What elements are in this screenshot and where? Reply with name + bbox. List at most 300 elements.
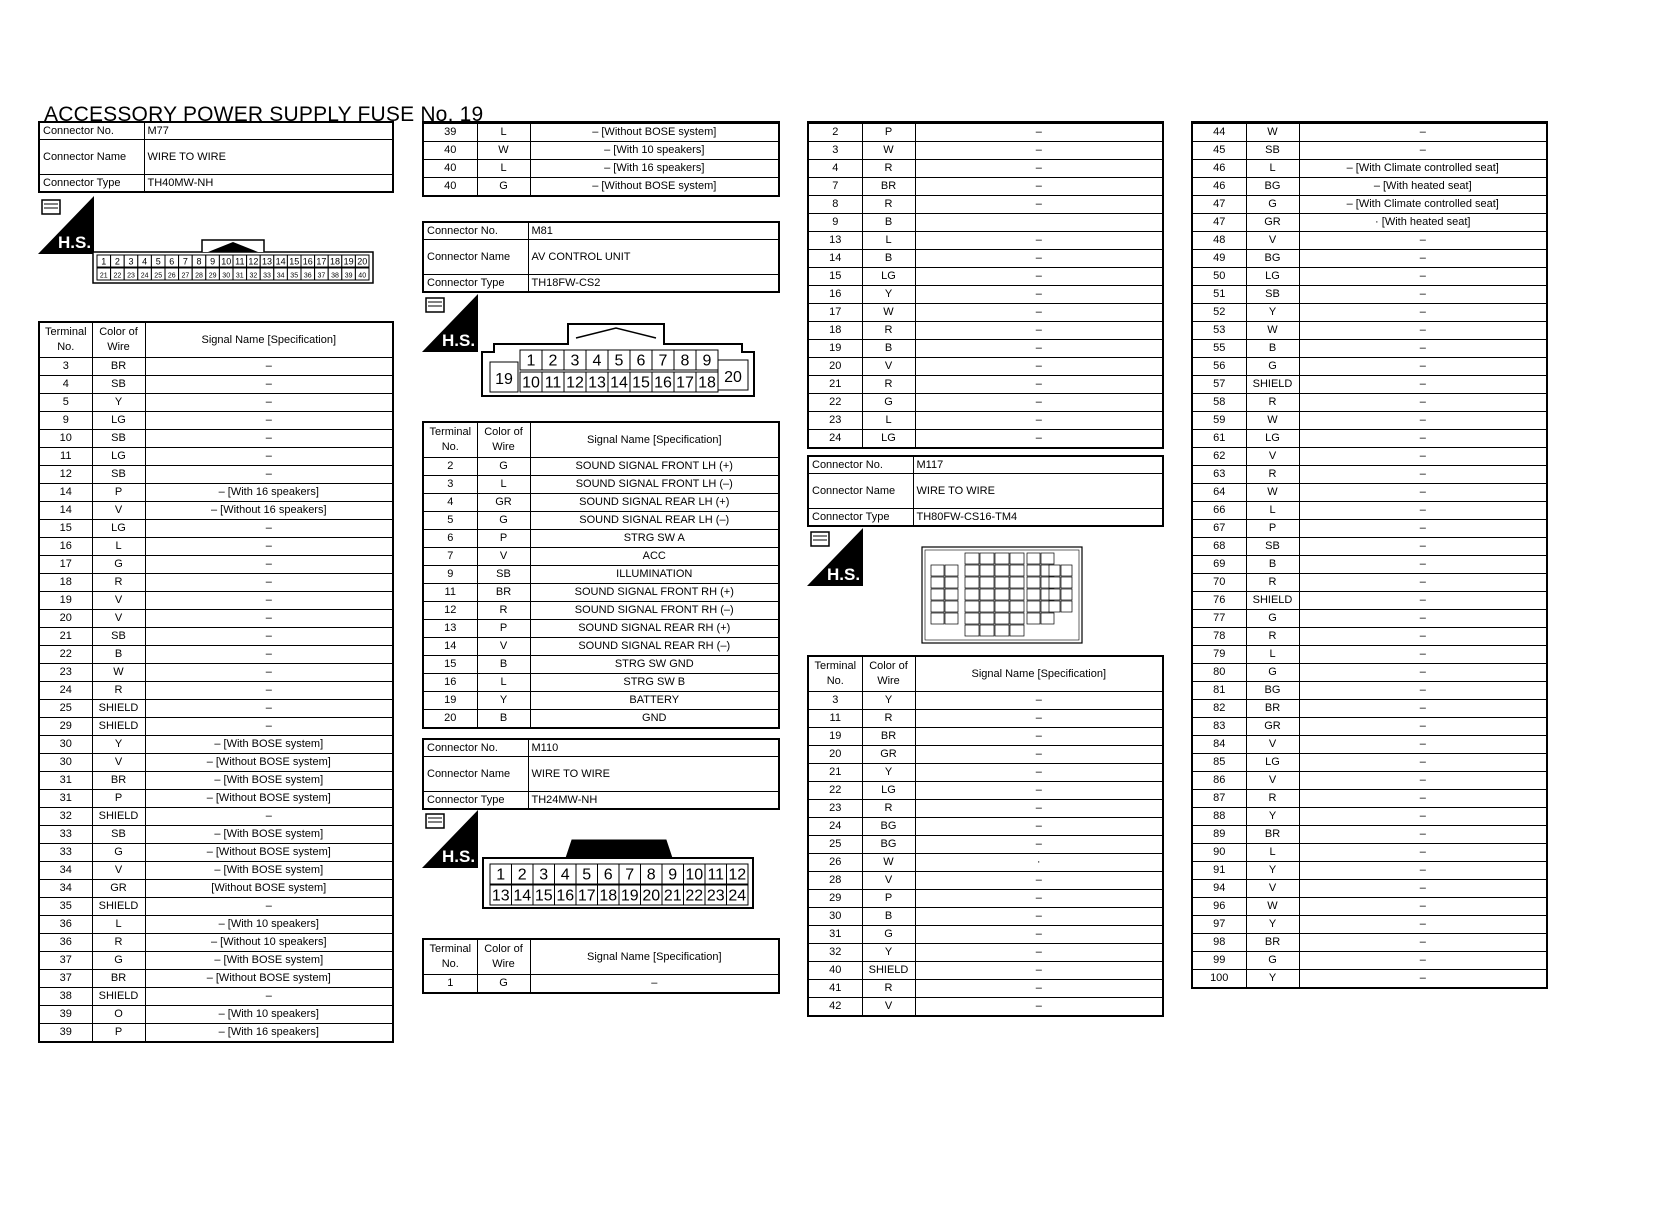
terminal-no-cell: 12 xyxy=(40,466,92,484)
wire-color-cell: V xyxy=(1246,448,1299,466)
terminal-no-cell: 94 xyxy=(1193,880,1246,898)
pin-number: 39 xyxy=(344,272,353,280)
wire-color-cell: G xyxy=(1246,610,1299,628)
table-row xyxy=(809,286,1162,304)
wire-color-cell: O xyxy=(92,1006,145,1024)
table-row xyxy=(809,926,1162,944)
terminal-no-header: Terminal No. xyxy=(424,940,477,975)
terminal-no-cell: 83 xyxy=(1193,718,1246,736)
wire-color-cell: R xyxy=(92,934,145,952)
terminal-no-cell: 29 xyxy=(40,718,92,736)
terminal-no-cell: 4 xyxy=(424,494,477,512)
connector-pin xyxy=(995,625,1009,636)
table-row xyxy=(40,808,392,826)
pin-number: 7 xyxy=(625,866,635,884)
table-row xyxy=(1193,430,1546,448)
terminal-no-cell: 69 xyxy=(1193,556,1246,574)
pin-number: 19 xyxy=(343,256,354,267)
terminal-no-cell: 40 xyxy=(809,962,862,980)
table-row xyxy=(809,160,1162,178)
table-row xyxy=(424,602,778,620)
terminal-no-cell: 61 xyxy=(1193,430,1246,448)
pin-number: 12 xyxy=(248,256,259,267)
connector-pin xyxy=(1027,613,1040,624)
pin-number: 21 xyxy=(663,887,682,905)
terminal-no-cell: 77 xyxy=(1193,610,1246,628)
connector-pin xyxy=(1010,625,1024,636)
table-row xyxy=(40,1024,392,1042)
table-row xyxy=(40,610,392,628)
pin-number: 1 xyxy=(526,352,536,370)
terminal-no-cell: 46 xyxy=(1193,160,1246,178)
wire-color-cell: BR xyxy=(1246,700,1299,718)
table-row xyxy=(1193,214,1546,232)
signal-name-cell: SOUND SIGNAL FRONT RH (–) xyxy=(530,602,778,620)
connector-name-label: Connector Name xyxy=(40,140,144,175)
signal-name-cell: – xyxy=(1299,538,1546,556)
pin-number: 27 xyxy=(181,272,190,280)
wire-color-cell: G xyxy=(862,394,915,412)
signal-name-cell: – xyxy=(145,718,392,736)
terminal-no-cell: 76 xyxy=(1193,592,1246,610)
table-row xyxy=(1193,592,1546,610)
wire-color-cell: SB xyxy=(92,628,145,646)
table-row xyxy=(40,376,392,394)
wire-color-cell: SB xyxy=(1246,538,1299,556)
terminal-no-cell: 6 xyxy=(424,530,477,548)
table-row xyxy=(1193,466,1546,484)
signal-name-cell: – xyxy=(1299,664,1546,682)
pin-number: 40 xyxy=(358,272,367,280)
signal-name-cell: – [Without BOSE system] xyxy=(145,970,392,988)
signal-name-cell: – xyxy=(1299,682,1546,700)
pin-number: 36 xyxy=(303,272,312,280)
terminal-no-cell: 97 xyxy=(1193,916,1246,934)
table-row xyxy=(1193,304,1546,322)
m77-info-table xyxy=(38,121,394,193)
signal-name-cell: – xyxy=(915,268,1162,286)
signal-name-cell: – xyxy=(915,250,1162,268)
wire-color-cell: V xyxy=(1246,736,1299,754)
connector-pin xyxy=(980,565,994,576)
table-row xyxy=(809,376,1162,394)
terminal-no-cell: 20 xyxy=(424,710,477,728)
wire-color-cell: R xyxy=(862,980,915,998)
wire-color-cell: SB xyxy=(92,376,145,394)
harness-side-icon xyxy=(807,528,863,586)
terminal-no-cell: 36 xyxy=(40,916,92,934)
pin-number: 4 xyxy=(142,256,148,267)
signal-name-cell: – xyxy=(1299,142,1546,160)
signal-name-cell: ACC xyxy=(530,548,778,566)
terminal-no-cell: 22 xyxy=(809,394,862,412)
signal-name-cell: – xyxy=(915,908,1162,926)
signal-name-cell: – xyxy=(1299,232,1546,250)
wire-color-cell: V xyxy=(1246,232,1299,250)
pin-number: 15 xyxy=(632,374,650,392)
m77-terminal-table xyxy=(38,321,394,1043)
table-row xyxy=(1193,160,1546,178)
terminal-no-cell: 52 xyxy=(1193,304,1246,322)
signal-name-cell: – xyxy=(145,610,392,628)
table-row xyxy=(809,250,1162,268)
table-row xyxy=(1193,844,1546,862)
signal-name-cell: – xyxy=(1299,268,1546,286)
signal-name-cell: – xyxy=(1299,700,1546,718)
terminal-no-cell: 90 xyxy=(1193,844,1246,862)
connector-pin xyxy=(980,613,994,624)
connector-pin xyxy=(1061,589,1072,600)
pin-number: 1 xyxy=(496,866,506,884)
connector-pin xyxy=(965,625,979,636)
table-row xyxy=(809,836,1162,854)
terminal-no-cell: 91 xyxy=(1193,862,1246,880)
connector-no-value: M117 xyxy=(913,457,1162,474)
connector-pin xyxy=(1041,553,1054,564)
connector-pin xyxy=(931,565,944,576)
table-row xyxy=(424,142,778,160)
table-row xyxy=(809,196,1162,214)
table-row xyxy=(40,520,392,538)
connector-name-value: WIRE TO WIRE xyxy=(144,140,392,175)
terminal-no-cell: 89 xyxy=(1193,826,1246,844)
table-row xyxy=(809,430,1162,448)
table-row xyxy=(1193,340,1546,358)
table-row xyxy=(1193,646,1546,664)
color-of-wire-header: Color of Wire xyxy=(477,940,530,975)
wire-color-cell: GR xyxy=(1246,718,1299,736)
wire-color-cell: BG xyxy=(862,818,915,836)
terminal-no-cell: 51 xyxy=(1193,286,1246,304)
table-row xyxy=(809,980,1162,998)
pin-number: 18 xyxy=(599,887,618,905)
wire-color-cell: L xyxy=(1246,160,1299,178)
wire-color-cell: Y xyxy=(862,286,915,304)
wire-color-cell: B xyxy=(862,214,915,232)
table-row xyxy=(424,692,778,710)
connector-pin xyxy=(1027,553,1040,564)
pin-number: 12 xyxy=(728,866,747,884)
table-row xyxy=(809,782,1162,800)
signal-name-cell: – xyxy=(1299,844,1546,862)
table-row xyxy=(424,674,778,692)
wire-color-cell: W xyxy=(477,142,530,160)
terminal-no-cell: 37 xyxy=(40,970,92,988)
connector-pin xyxy=(1027,577,1040,588)
terminal-no-cell: 1 xyxy=(424,975,477,993)
wire-color-cell: B xyxy=(92,646,145,664)
wire-color-cell: G xyxy=(477,975,530,993)
table-row xyxy=(424,476,778,494)
m81-terminal-table xyxy=(422,421,780,729)
pin-number: 1 xyxy=(101,256,107,267)
terminal-no-cell: 39 xyxy=(40,1006,92,1024)
wire-color-cell: W xyxy=(1246,484,1299,502)
signal-name-cell: SOUND SIGNAL FRONT LH (–) xyxy=(530,476,778,494)
terminal-no-cell: 20 xyxy=(809,358,862,376)
signal-name-cell: – xyxy=(915,980,1162,998)
terminal-no-cell: 14 xyxy=(40,502,92,520)
terminal-no-cell: 14 xyxy=(40,484,92,502)
table-row xyxy=(424,512,778,530)
wire-color-cell: B xyxy=(1246,556,1299,574)
connector-name-label: Connector Name xyxy=(424,757,528,792)
terminal-no-cell: 5 xyxy=(40,394,92,412)
signal-name-cell: – [Without BOSE system] xyxy=(145,790,392,808)
terminal-no-cell: 79 xyxy=(1193,646,1246,664)
signal-name-cell: – xyxy=(915,728,1162,746)
pin-number: 2 xyxy=(114,256,120,267)
terminal-no-cell: 10 xyxy=(40,430,92,448)
wire-color-cell: R xyxy=(862,710,915,728)
pin-number: 28 xyxy=(195,272,203,280)
signal-name-cell: SOUND SIGNAL REAR RH (+) xyxy=(530,620,778,638)
wire-color-cell: BR xyxy=(1246,934,1299,952)
terminal-no-cell: 38 xyxy=(40,988,92,1006)
table-row xyxy=(1193,538,1546,556)
connector-no-value: M81 xyxy=(528,223,778,240)
connector-pin xyxy=(1010,565,1024,576)
pin-number: 16 xyxy=(654,374,672,392)
terminal-no-cell: 22 xyxy=(40,646,92,664)
wire-color-cell: L xyxy=(1246,502,1299,520)
wire-color-cell: Y xyxy=(862,692,915,710)
wire-color-cell: BR xyxy=(92,358,145,376)
wire-color-cell: W xyxy=(1246,412,1299,430)
signal-name-cell: – xyxy=(1299,574,1546,592)
pin-number: 8 xyxy=(680,352,690,370)
terminal-no-cell: 42 xyxy=(809,998,862,1016)
table-row xyxy=(1193,772,1546,790)
pin-number: 7 xyxy=(182,256,188,267)
terminal-no-cell: 55 xyxy=(1193,340,1246,358)
terminal-no-cell: 46 xyxy=(1193,178,1246,196)
signal-name-header: Signal Name [Specification] xyxy=(915,657,1162,692)
connector-type-label: Connector Type xyxy=(40,175,144,192)
signal-name-cell: STRG SW GND xyxy=(530,656,778,674)
terminal-no-cell: 15 xyxy=(40,520,92,538)
wire-color-cell: L xyxy=(1246,646,1299,664)
signal-name-cell: – xyxy=(145,430,392,448)
signal-name-header: Signal Name [Specification] xyxy=(530,940,778,975)
terminal-no-cell: 81 xyxy=(1193,682,1246,700)
terminal-no-cell: 23 xyxy=(40,664,92,682)
signal-name-cell: – [Without 16 speakers] xyxy=(145,502,392,520)
signal-name-cell: GND xyxy=(530,710,778,728)
wire-color-cell: G xyxy=(477,458,530,476)
signal-name-cell: SOUND SIGNAL FRONT LH (+) xyxy=(530,458,778,476)
table-row xyxy=(424,584,778,602)
connector-pin xyxy=(1049,565,1060,576)
signal-name-cell: – [With 16 speakers] xyxy=(530,160,778,178)
table-row xyxy=(1193,268,1546,286)
signal-name-cell: – xyxy=(915,710,1162,728)
wire-color-cell: GR xyxy=(477,494,530,512)
connector-pin xyxy=(931,589,944,600)
wire-color-cell: L xyxy=(477,674,530,692)
hs-label: H.S. xyxy=(442,847,476,866)
table-row xyxy=(424,124,778,142)
signal-name-cell: – xyxy=(915,890,1162,908)
table-row xyxy=(40,466,392,484)
signal-name-cell: – xyxy=(1299,340,1546,358)
signal-name-cell: SOUND SIGNAL REAR LH (–) xyxy=(530,512,778,530)
table-row xyxy=(1193,358,1546,376)
pin-number: 20 xyxy=(357,256,368,267)
terminal-no-cell: 14 xyxy=(424,638,477,656)
terminal-no-cell: 2 xyxy=(809,124,862,142)
signal-name-cell: – xyxy=(145,628,392,646)
table-row xyxy=(424,638,778,656)
pin-number: 18 xyxy=(329,256,341,267)
terminal-no-cell: 20 xyxy=(809,746,862,764)
terminal-no-cell: 35 xyxy=(40,898,92,916)
wire-color-cell: L xyxy=(477,124,530,142)
connector-pin xyxy=(1049,577,1060,588)
table-row xyxy=(1193,394,1546,412)
connector-name-value: WIRE TO WIRE xyxy=(913,474,1162,509)
pin-number: 19 xyxy=(620,887,639,905)
wire-color-cell: G xyxy=(862,926,915,944)
m117-continued-table xyxy=(1191,121,1548,989)
connector-pin xyxy=(980,601,994,612)
terminal-no-cell: 84 xyxy=(1193,736,1246,754)
connector-pin xyxy=(931,577,944,588)
signal-name-cell: – xyxy=(1299,628,1546,646)
table-row xyxy=(809,998,1162,1016)
pin-number: 9 xyxy=(668,866,678,884)
color-of-wire-header: Color of Wire xyxy=(862,657,915,692)
wire-color-cell: BR xyxy=(477,584,530,602)
wire-color-cell: V xyxy=(862,998,915,1016)
pin-number: 5 xyxy=(582,866,592,884)
signal-name-cell: – xyxy=(1299,898,1546,916)
wire-color-cell: P xyxy=(92,484,145,502)
wire-color-cell: R xyxy=(1246,466,1299,484)
connector-no-value: M110 xyxy=(528,740,778,757)
table-row xyxy=(40,862,392,880)
table-row xyxy=(40,952,392,970)
signal-name-cell: – xyxy=(915,998,1162,1016)
terminal-no-cell: 82 xyxy=(1193,700,1246,718)
table-row xyxy=(40,646,392,664)
wire-color-cell: B xyxy=(1246,340,1299,358)
signal-name-cell: – [Without BOSE system] xyxy=(145,844,392,862)
wire-color-cell: B xyxy=(862,250,915,268)
wire-color-cell: LG xyxy=(92,520,145,538)
table-row xyxy=(1193,556,1546,574)
wire-color-cell: R xyxy=(1246,574,1299,592)
signal-name-cell: – xyxy=(1299,862,1546,880)
signal-name-header: Signal Name [Specification] xyxy=(530,423,778,458)
table-row xyxy=(1193,142,1546,160)
wire-color-cell: L xyxy=(862,412,915,430)
signal-name-cell: – xyxy=(915,394,1162,412)
pin-number: 19 xyxy=(495,371,513,388)
m110-info-table xyxy=(422,738,780,810)
table-row xyxy=(40,484,392,502)
table-row xyxy=(1193,178,1546,196)
table-row xyxy=(809,710,1162,728)
table-row xyxy=(40,664,392,682)
wire-color-cell: L xyxy=(477,476,530,494)
table-row xyxy=(40,412,392,430)
wire-color-cell: Y xyxy=(92,736,145,754)
signal-name-cell: – [With 16 speakers] xyxy=(145,1024,392,1042)
terminal-no-cell: 11 xyxy=(809,710,862,728)
terminal-no-cell: 31 xyxy=(809,926,862,944)
terminal-no-header: Terminal No. xyxy=(424,423,477,458)
wire-color-cell: V xyxy=(92,754,145,772)
connector-pin xyxy=(931,601,944,612)
terminal-no-cell: 53 xyxy=(1193,322,1246,340)
terminal-no-cell: 21 xyxy=(40,628,92,646)
signal-name-cell: – [With BOSE system] xyxy=(145,862,392,880)
wire-color-cell: V xyxy=(1246,772,1299,790)
terminal-no-cell: 50 xyxy=(1193,268,1246,286)
signal-name-cell: – xyxy=(145,664,392,682)
signal-name-cell: – [Without BOSE system] xyxy=(145,754,392,772)
connector-pin xyxy=(995,601,1009,612)
connector-name-value: WIRE TO WIRE xyxy=(528,757,778,792)
terminal-no-cell: 57 xyxy=(1193,376,1246,394)
terminal-no-cell: 13 xyxy=(424,620,477,638)
terminal-no-cell: 70 xyxy=(1193,574,1246,592)
wire-color-cell: V xyxy=(862,358,915,376)
table-row xyxy=(1193,862,1546,880)
signal-name-cell: – [With BOSE system] xyxy=(145,736,392,754)
terminal-no-cell: 13 xyxy=(809,232,862,250)
table-row xyxy=(40,916,392,934)
terminal-no-cell: 39 xyxy=(424,124,477,142)
signal-name-cell: – xyxy=(915,304,1162,322)
terminal-no-cell: 15 xyxy=(809,268,862,286)
table-row xyxy=(809,944,1162,962)
wire-color-cell: P xyxy=(862,124,915,142)
wire-color-cell: R xyxy=(92,574,145,592)
signal-name-cell: – xyxy=(1299,412,1546,430)
table-row xyxy=(40,754,392,772)
table-row xyxy=(809,908,1162,926)
pin-number: 2 xyxy=(517,866,527,884)
table-row xyxy=(809,818,1162,836)
wire-color-cell: R xyxy=(862,800,915,818)
table-row xyxy=(40,790,392,808)
pin-number: 14 xyxy=(610,374,628,392)
connector-type-label: Connector Type xyxy=(424,792,528,809)
terminal-no-cell: 47 xyxy=(1193,196,1246,214)
harness-side-icon xyxy=(422,810,478,868)
terminal-no-cell: 16 xyxy=(424,674,477,692)
pin-number: 20 xyxy=(724,369,742,386)
terminal-no-cell: 19 xyxy=(809,728,862,746)
wire-color-cell: R xyxy=(862,322,915,340)
wire-color-cell: W xyxy=(1246,898,1299,916)
table-row xyxy=(424,656,778,674)
signal-name-cell: – xyxy=(915,124,1162,142)
wire-color-cell: BG xyxy=(1246,682,1299,700)
signal-name-cell: – [Without BOSE system] xyxy=(530,124,778,142)
connector-pin xyxy=(1010,577,1024,588)
connector-name-label: Connector Name xyxy=(809,474,913,509)
connector-pin xyxy=(931,613,944,624)
signal-name-cell: – [Without BOSE system] xyxy=(530,178,778,196)
wire-color-cell: B xyxy=(862,340,915,358)
table-row xyxy=(40,880,392,898)
wire-color-cell: R xyxy=(862,160,915,178)
table-row xyxy=(1193,826,1546,844)
wire-color-cell: SHIELD xyxy=(862,962,915,980)
